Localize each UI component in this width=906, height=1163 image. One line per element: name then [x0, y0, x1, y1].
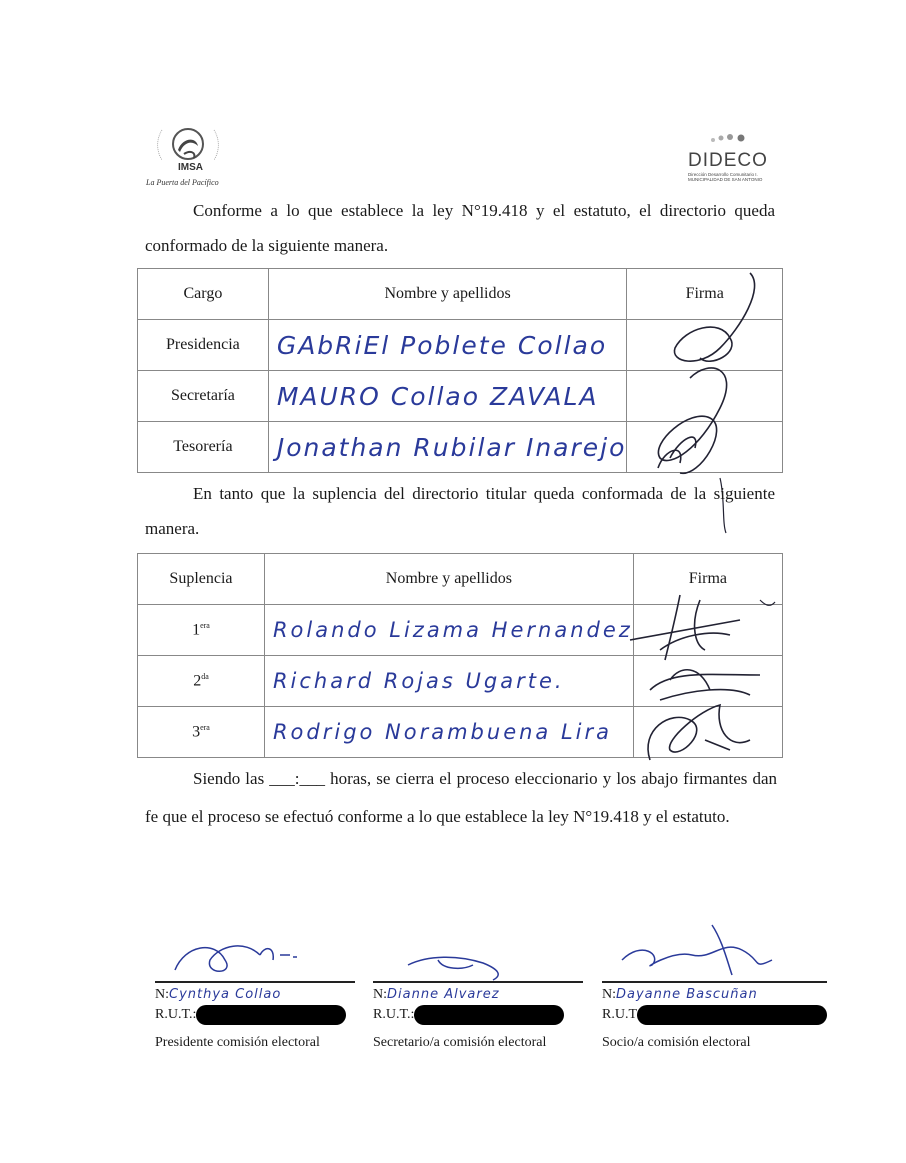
signature-scribble-icon	[612, 920, 792, 980]
name-row: N:Dianne Alvarez	[373, 987, 500, 1002]
suplencia-cell: $1^{era}$	[138, 605, 265, 656]
nombre-cell: Rodrigo Norambuena Lira	[264, 707, 633, 758]
suplencia-intro-paragraph: En tanto que la suplencia del directorio titular queda conformada de la siguiente manera.	[145, 484, 775, 538]
name-row: N:Dayanne Bascuñan	[602, 987, 758, 1002]
table-row	[138, 707, 783, 758]
dots-icon	[705, 130, 765, 150]
header-cargo: Cargo	[138, 269, 269, 320]
firma-cell	[627, 320, 783, 371]
firma-cell	[627, 371, 783, 422]
signature-block-socio	[602, 945, 827, 1053]
suplencia-cell: $2^{da}$	[138, 656, 265, 707]
dideco-logo	[680, 130, 780, 190]
dideco-subtitle: Dirección Desarrollo Comunitario I. MUNICIPALIDAD DE SAN ANTONIO	[688, 172, 763, 182]
dideco-logo-text: DIDECO	[688, 150, 768, 171]
table-row	[138, 656, 783, 707]
signature-block-secretario	[373, 945, 583, 1053]
role-label: Socio/a comisión electoral	[602, 1035, 751, 1050]
table-row	[138, 605, 783, 656]
nombre-cell: MAURO Collao ZAVALA	[268, 371, 627, 422]
intro-paragraph: Conforme a lo que establece la ley N°19.418 y el estatuto, el directorio queda conformado de la siguiente manera.	[145, 201, 775, 255]
header-firma: Firma	[633, 554, 782, 605]
header-nombre: Nombre y apellidos	[268, 269, 627, 320]
redaction-bar	[637, 1005, 827, 1025]
signature-line	[155, 981, 355, 983]
rut-row: R.U.T	[602, 1005, 827, 1025]
table-header-row	[138, 269, 783, 320]
table-row	[138, 422, 783, 473]
cargo-cell: Secretaría	[138, 371, 269, 422]
table-row	[138, 371, 783, 422]
name-row: N:Cynthya Collao	[155, 987, 282, 1002]
imsa-tagline: La Puerta del Pacífico	[146, 178, 219, 187]
imsa-logo	[140, 120, 240, 195]
nombre-cell: Richard Rojas Ugarte.	[264, 656, 633, 707]
firma-cell	[633, 605, 782, 656]
role-label: Secretario/a comisión electoral	[373, 1035, 547, 1050]
closing-paragraph: Siendo las ___:___ horas, se cierra el proceso eleccionario y los abajo firmantes dan fe que el proceso se efectuó conforme a lo que establece la ley N°19.418 y el estatuto.	[145, 769, 777, 826]
signature-line	[602, 981, 827, 983]
cargo-cell: Tesorería	[138, 422, 269, 473]
nombre-cell: Rolando Lizama Hernandez	[264, 605, 633, 656]
table-header-row	[138, 554, 783, 605]
firma-cell	[633, 656, 782, 707]
suplencia-table	[137, 553, 783, 758]
signature-scribble-icon	[165, 935, 305, 977]
header-nombre: Nombre y apellidos	[264, 554, 633, 605]
rut-row: R.U.T.:	[155, 1005, 355, 1025]
header-firma: Firma	[627, 269, 783, 320]
signature-scribble-icon	[403, 945, 513, 983]
header-suplencia: Suplencia	[138, 554, 265, 605]
signature-block-presidente	[155, 945, 355, 1053]
cargo-cell: Presidencia	[138, 320, 269, 371]
table-row	[138, 320, 783, 371]
rut-row: R.U.T.:	[373, 1005, 583, 1025]
nombre-cell: GAbRiEl Poblete Collao	[268, 320, 627, 371]
firma-cell	[627, 422, 783, 473]
firma-cell	[633, 707, 782, 758]
role-label: Presidente comisión electoral	[155, 1035, 320, 1050]
nombre-cell: Jonathan Rubilar Inarejo	[268, 422, 627, 473]
directorio-table	[137, 268, 783, 473]
suplencia-cell: $3^{era}$	[138, 707, 265, 758]
imsa-logo-text: IMSA	[178, 162, 203, 173]
redaction-bar	[196, 1005, 346, 1025]
redaction-bar	[414, 1005, 564, 1025]
